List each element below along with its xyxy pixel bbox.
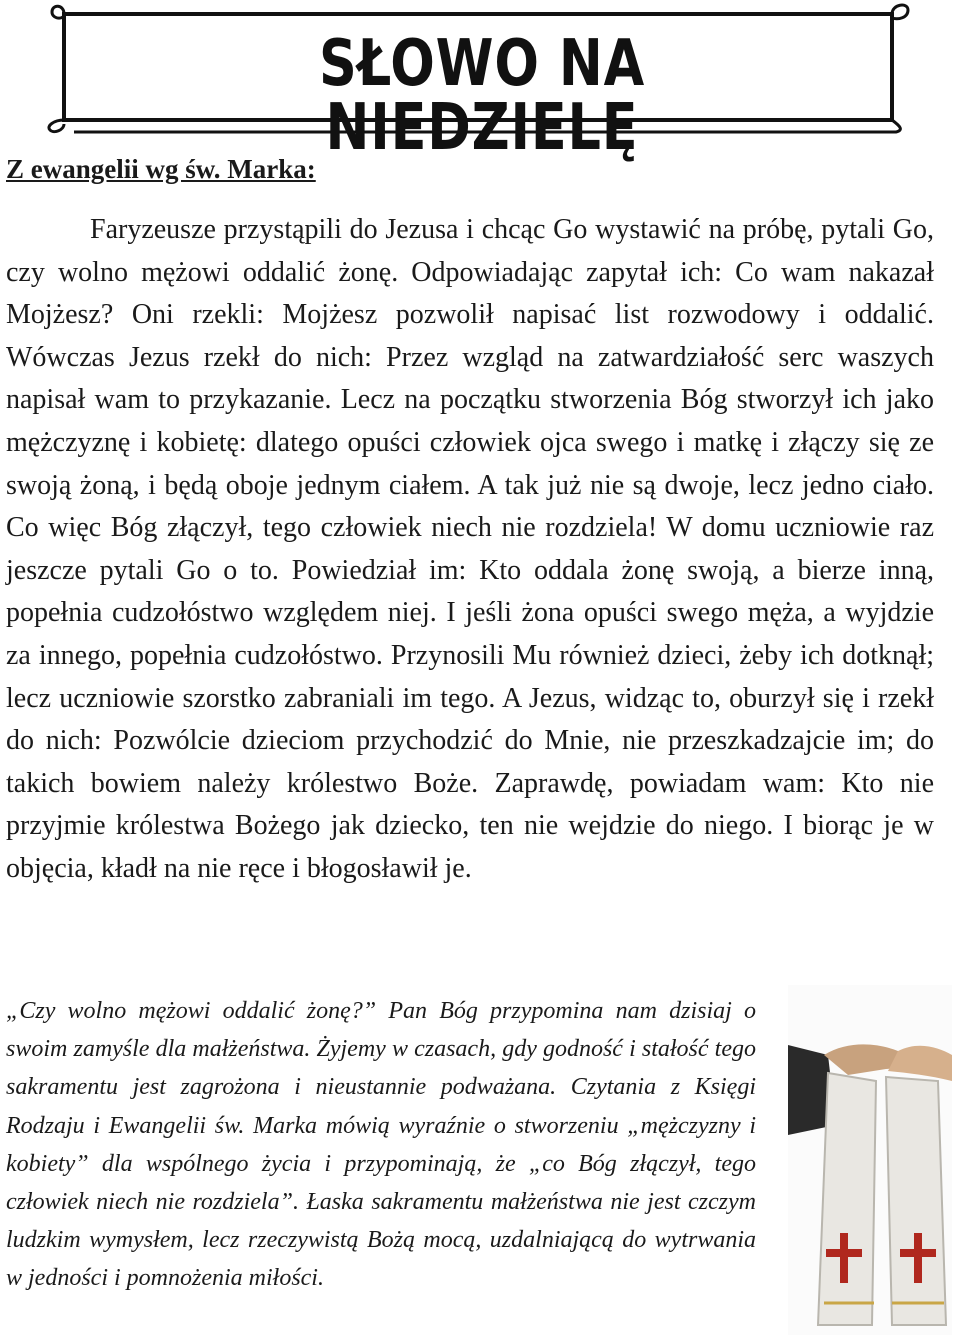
gospel-text-block — [6, 209, 934, 891]
gospel-heading: Z ewangelii wg św. Marka: — [6, 154, 316, 184]
commentary-text: „Czy wolno mężowi oddalić żonę?” Pan Bóg przypomina nam dzisiaj o swoim zamyśle dla małżeństwa. Żyjemy w czasach, gdy godność i stałość tego sakramentu jest zagrożona i nieustannie podważana. Czytania z Księgi Rodzaju i Ewangelii św. Marka mówią wyraźnie o stworzeniu „mężczyzny i kobiety” dla wspólnego życia i przypominają, że „co Bóg złączył, tego człowiek niech nie rozdziela”. Łaska sakramentu małżeństwa nie jest czczym ludzkim wymysłem, lecz rzeczywistą Bożą mocą, uzdalniającą do wytrwania w jedności i pomnożenia miłości. — [6, 998, 756, 1292]
title-banner — [42, 2, 912, 165]
gospel-text: Faryzeusze przystąpili do Jezusa i chcąc Go wystawić na próbę, pytali Go, czy wolno mężowi oddalić żonę. Odpowiadając zapytał ich: Co wam nakazał Mojżesz? Oni rzekli: Mojżesz pozwolił napisać list rozwodowy i oddalić. Wówczas Jezus rzekł do nich: Przez wzgląd na zatwardziałość serc waszych napisał wam to przykazanie. Lecz na początku stworzenia Bóg stworzył ich jako mężczyznę i kobietę: dlatego opuści człowiek ojca swego i matkę i złączy się ze swoją żoną, i będą oboje jednym ciałem. A tak już nie są dwoje, lecz jedno ciało. Co więc Bóg złączył, tego człowiek niech nie rozdziela! W domu uczniowie raz jeszcze pytali Go o to. Powiedział im: Kto oddala żonę swoją, a bierze inną, popełnia cudzołóstwo względem niej. I jeśli żona opuści swego męża, a wyjdzie za innego, popełnia cudzołóstwo. Przynosili Mu również dzieci, żeby ich dotknął; lecz uczniowie szorstko zabraniali im tego. A Jezus, widząc to, oburzył się i rzekł do nich: Pozwólcie dzieciom przychodzić do Mnie, nie przeszkadzajcie im; do takich bowiem należy królestwo Boże. Zaprawdę, powiadam wam: Kto nie przyjmie królestwa Bożego jak dziecko, ten nie wejdzie do niego. I biorąc je w objęcia, kładł na nie ręce i błogosławił je. — [6, 214, 934, 884]
page-title: SŁOWO NA NIEDZIELĘ — [318, 27, 646, 165]
stole-handshake-photo — [788, 985, 952, 1335]
